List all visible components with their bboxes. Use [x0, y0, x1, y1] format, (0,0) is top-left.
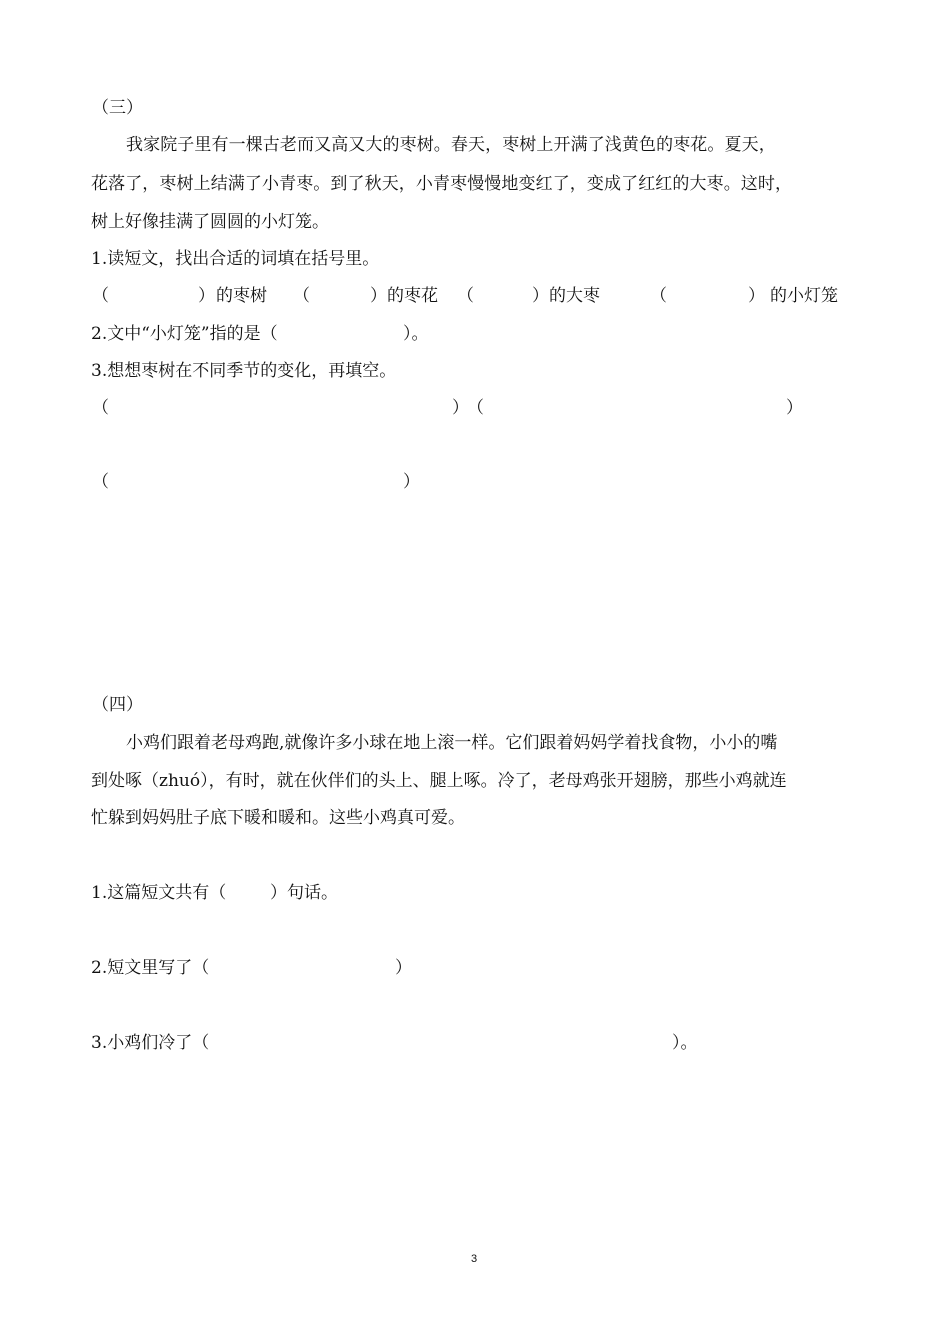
section-3-question-2-prefix: 2.文中“小灯笼”指的是（ [91, 324, 278, 344]
q1-blank-4-close: ） [748, 286, 765, 306]
section-4-question-1-suffix: ）句话。 [270, 883, 338, 903]
section-3-heading: （三） [92, 98, 143, 118]
section-3-question-1: 1.读短文，找出合适的词填在括号里。 [91, 249, 380, 269]
q1-blank-3-open: （ [457, 286, 474, 306]
q1-blank-3-close: ） [532, 286, 549, 306]
q1-item-4: 的小灯笼 [770, 286, 838, 306]
section-3-question-3: 3.想想枣树在不同季节的变化，再填空。 [91, 361, 397, 381]
section-4-passage-line-1: 小鸡们跟着老母鸡跑,就像许多小球在地上滚一样。它们跟着妈妈学着找食物，小小的嘴 [126, 733, 778, 753]
q1-blank-2-close: ） [370, 286, 387, 306]
q3-blank-2-close: ） [786, 398, 803, 418]
section-3-passage-line-3: 树上好像挂满了圆圆的小灯笼。 [91, 212, 329, 232]
q1-blank-4-open: （ [650, 286, 667, 306]
q1-item-3: 的大枣 [549, 286, 600, 306]
section-4-question-2-prefix: 2.短文里写了（ [91, 958, 210, 978]
section-4-question-2-suffix: ） [395, 958, 412, 978]
section-3-passage-line-2: 花落了，枣树上结满了小青枣。到了秋天，小青枣慢慢地变红了，变成了红红的大枣。这时， [91, 174, 793, 194]
section-3-question-2-suffix: ）。 [403, 324, 429, 344]
page-number: 3 [471, 1253, 478, 1265]
q1-blank-1-open: （ [92, 286, 109, 306]
q3-blank-1-close: ） [452, 398, 469, 418]
section-4-passage-line-3: 忙躲到妈妈肚子底下暖和暖和。这些小鸡真可爱。 [91, 808, 465, 828]
q1-blank-1-close: ） [198, 286, 215, 306]
section-4-passage-line-2: 到处啄（zhuó），有时，就在伙伴们的头上、腿上啄。冷了，老母鸡张开翅膀，那些小鸡就连 [91, 771, 787, 791]
section-4-question-3-prefix: 3.小鸡们冷了（ [91, 1033, 210, 1053]
q1-item-1: 的枣树 [216, 286, 267, 306]
q1-item-2: 的枣花 [387, 286, 438, 306]
q3-blank-3-close: ） [403, 472, 420, 492]
section-4-question-3-suffix: ）。 [672, 1033, 698, 1053]
q3-blank-2-open: （ [467, 398, 484, 418]
q3-blank-1-open: （ [92, 398, 109, 418]
section-4-question-1-prefix: 1.这篇短文共有（ [91, 883, 227, 903]
section-3-passage-line-1: 我家院子里有一棵古老而又高又大的枣树。春天，枣树上开满了浅黄色的枣花。夏天， [126, 135, 776, 155]
q3-blank-3-open: （ [92, 472, 109, 492]
q1-blank-2-open: （ [293, 286, 310, 306]
section-4-heading: （四） [92, 695, 143, 715]
